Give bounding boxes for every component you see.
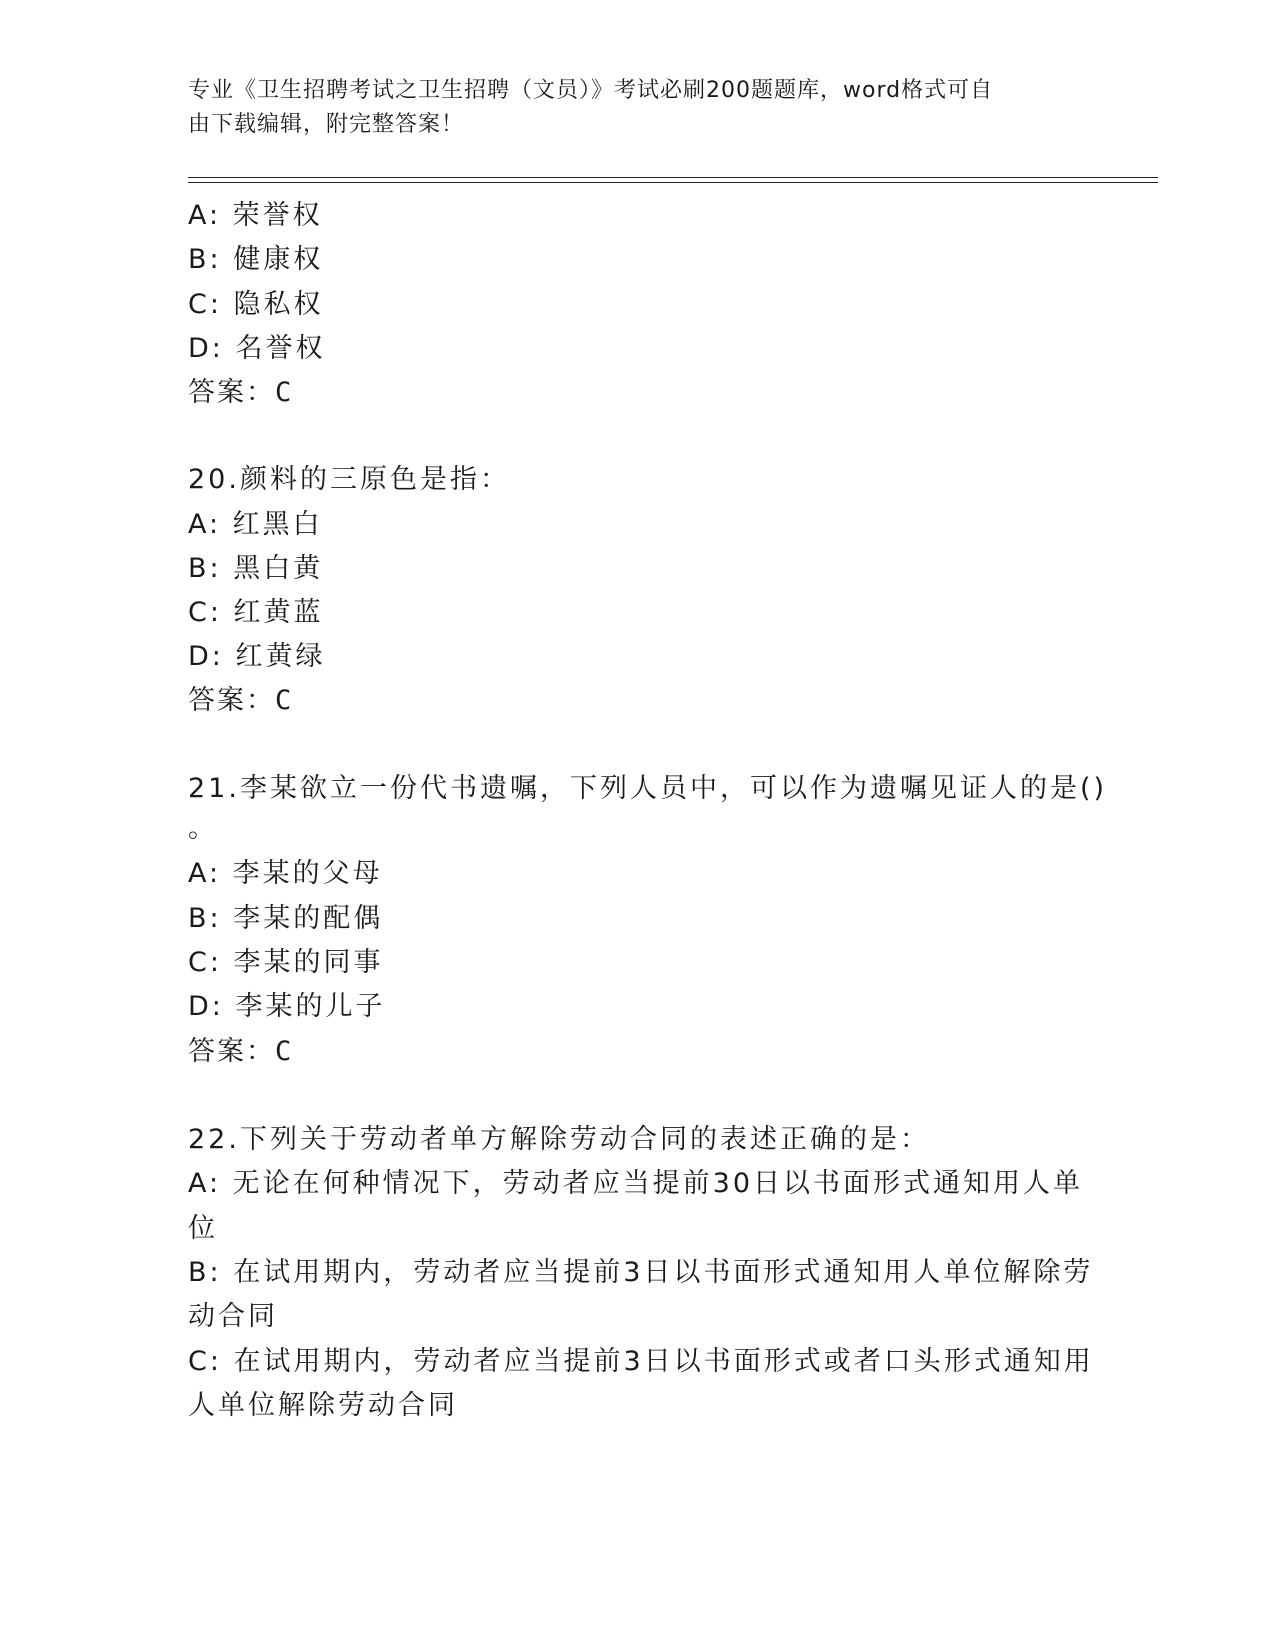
q19-option-c: C: 隐私权: [188, 289, 324, 320]
q20-option-d: D: 红黄绿: [188, 641, 326, 672]
q21-stem-line-1: 21.李某欲立一份代书遗嘱，下列人员中，可以作为遗嘱见证人的是(): [188, 773, 1108, 804]
header-rule-top: [188, 177, 1158, 178]
q19-option-b: B: 健康权: [188, 244, 324, 275]
q19-answer: 答案：C: [188, 377, 294, 408]
q22-option-a-line-1: A: 无论在何种情况下，劳动者应当提前30日以书面形式通知用人单: [188, 1168, 1084, 1199]
q21-option-a: A: 李某的父母: [188, 858, 383, 889]
q21-option-b: B: 李某的配偶: [188, 903, 384, 934]
q20-option-b: B: 黑白黄: [188, 553, 324, 584]
q20-option-c: C: 红黄蓝: [188, 597, 324, 628]
q22-option-b-line-2: 动合同: [188, 1301, 278, 1332]
q22-stem: 22.下列关于劳动者单方解除劳动合同的表述正确的是：: [188, 1124, 930, 1155]
q21-stem-line-2: 。: [188, 813, 218, 844]
q20-answer: 答案：C: [188, 685, 294, 716]
q22-option-b-line-1: B: 在试用期内，劳动者应当提前3日以书面形式通知用人单位解除劳: [188, 1257, 1094, 1288]
q22-option-c-line-2: 人单位解除劳动合同: [188, 1390, 458, 1421]
q21-option-d: D: 李某的儿子: [188, 991, 386, 1022]
q20-option-a: A: 红黑白: [188, 509, 323, 540]
header-rule-bottom: [188, 182, 1158, 183]
header-line-1: 专业《卫生招聘考试之卫生招聘（文员）》考试必刷200题题库，word格式可自: [188, 78, 994, 103]
document-header: [188, 74, 1068, 142]
q19-option-d: D: 名誉权: [188, 333, 326, 364]
q20-stem: 20.颜料的三原色是指：: [188, 464, 510, 495]
q22-option-a-line-2: 位: [188, 1213, 218, 1244]
q21-option-c: C: 李某的同事: [188, 947, 384, 978]
header-line-2: 由下载编辑，附完整答案！: [188, 112, 465, 137]
q22-option-c-line-1: C: 在试用期内，劳动者应当提前3日以书面形式或者口头形式通知用: [188, 1346, 1094, 1377]
q19-option-a: A: 荣誉权: [188, 200, 323, 231]
q21-answer: 答案：C: [188, 1036, 294, 1067]
